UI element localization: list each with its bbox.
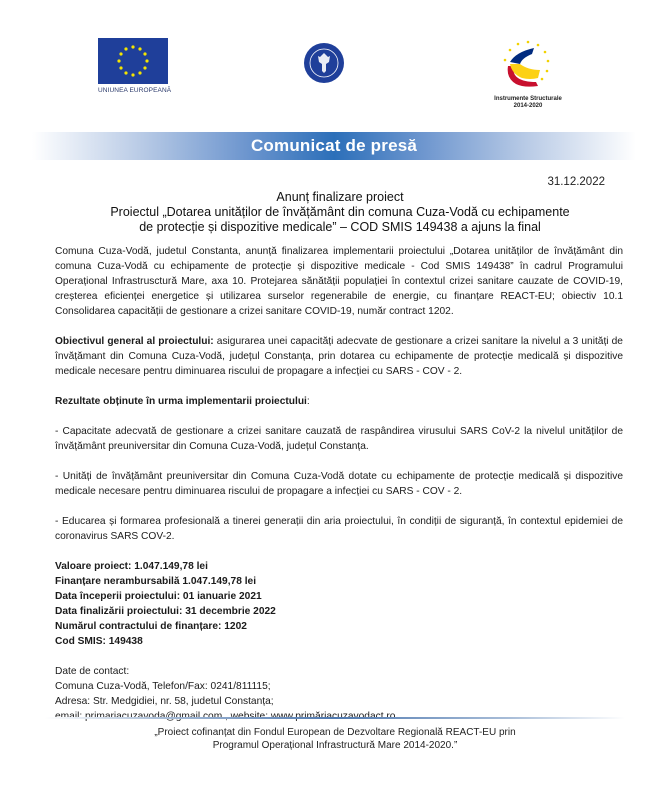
- objective-label: Obiectivul general al proiectului:: [55, 336, 214, 347]
- result-item: - Unități de învățământ preuniversitar din Comuna Cuza-Vodă dotate cu echipamente de protecție medicală și dispozitive medicale necesare pentru diminuarea riscului de propagare a infecției cu SARS - COV - 2.: [55, 471, 623, 497]
- contact-address: Adresa: Str. Medgidiei, nr. 58, judetul Constanța;: [55, 696, 274, 707]
- results-heading: Rezultate obținute în urma implementarii proiectului:: [55, 396, 310, 407]
- fact-smis-code: Cod SMIS: 149438: [55, 636, 143, 647]
- fact-contract-number: Numărul contractului de finanțare: 1202: [55, 621, 247, 632]
- romanian-government-seal-icon: [303, 42, 345, 84]
- press-release-banner: [32, 132, 636, 160]
- contact-title: Date de contact:: [55, 666, 130, 677]
- structural-instruments-icon: [498, 38, 558, 90]
- fact-grant: Finanțare nerambursabilă 1.047.149,78 lei: [55, 576, 257, 587]
- eu-label: UNIUNEA EUROPEANĂ: [98, 87, 172, 94]
- funding-footer: [60, 726, 610, 752]
- headline: [60, 190, 620, 235]
- headline-line-2: Proiectul „Dotarea unităților de învățământ din comuna Cuza-Vodă cu echipamente: [110, 205, 570, 219]
- eu-flag-icon: [98, 38, 168, 84]
- result-item: - Capacitate adecvată de gestionare a crizei sanitare cauzată de raspândirea virusului SARS CoV-2 la nivelul unităților de învățământ preuniversitar din Comuna Cuza-Vodă, județul Constanța.: [55, 426, 623, 452]
- intro-paragraph: Comuna Cuza-Vodă, judetul Constanta, anunță finalizarea implementarii proiectului „Dotarea unităților de învățământ din comuna Cuza-Vodă cu echipamente de protecție și dispozitive medicale - Cod SMIS 149438” în cadrul Programului Operațional Infrastrusctură Mare, axa 10. Protejarea sănătății populației în contextul crizei sanitare cauzate de COVID-19, creșterea eficienței energetice și utilizarea surselor regenerabile de energie, cu finanțare REACT-EU; obiectiv 10.1 Consolidarea capacității de gestionare a crizei sanitare COVID-19, număr contract 1202.: [55, 246, 623, 317]
- result-item: - Educarea și formarea profesională a tinerei generații din aria proiectului, în condiții de siguranță, în contextul epidemiei de coronavirus SARS COV-2.: [55, 516, 623, 542]
- banner-title: Comunicat de presă: [250, 136, 418, 155]
- footer-line-2: Programul Operațional Infrastructură Mare 2014-2020.”: [212, 740, 458, 751]
- footer-divider: [45, 717, 625, 719]
- footer-line-1: „Proiect cofinanțat din Fondul European de Dezvoltare Regională REACT-EU prin: [154, 727, 516, 738]
- release-date: 31.12.2022: [547, 176, 605, 188]
- logo-header: [0, 0, 669, 120]
- eu-logo: [98, 38, 170, 100]
- objective-paragraph: [55, 334, 623, 379]
- structural-instruments-label: Instrumente Structurale 2014-2020: [494, 96, 562, 109]
- project-facts: [55, 559, 623, 649]
- contact-block: [55, 664, 623, 724]
- fact-project-value: Valoare proiect: 1.047.149,78 lei: [55, 561, 208, 572]
- contact-phone: Comuna Cuza-Vodă, Telefon/Fax: 0241/811115;: [55, 681, 271, 692]
- fact-end-date: Data finalizării proiectului: 31 decembrie 2022: [55, 606, 276, 617]
- structural-instruments-logo: [488, 38, 568, 110]
- headline-line-3: de protecție și dispozitive medicale” – COD SMIS 149438 a ajuns la final: [139, 220, 541, 234]
- fact-start-date: Data începerii proiectului: 01 ianuarie 2021: [55, 591, 262, 602]
- press-release-body: [55, 244, 623, 724]
- objective-text: asigurarea unei capacități adecvate de gestionare a crizei sanitare la nivelul a 3 unități de învățămant din Comuna Cuza-Vodă, județul Constanța, prin dotarea cu echipamente de protecție medicală și dispozitive medicale necesare pentru diminuarea riscului de propagare a infecției cu SARS - COV - 2.: [55, 336, 623, 377]
- headline-line-1: Anunț finalizare proiect: [276, 190, 404, 204]
